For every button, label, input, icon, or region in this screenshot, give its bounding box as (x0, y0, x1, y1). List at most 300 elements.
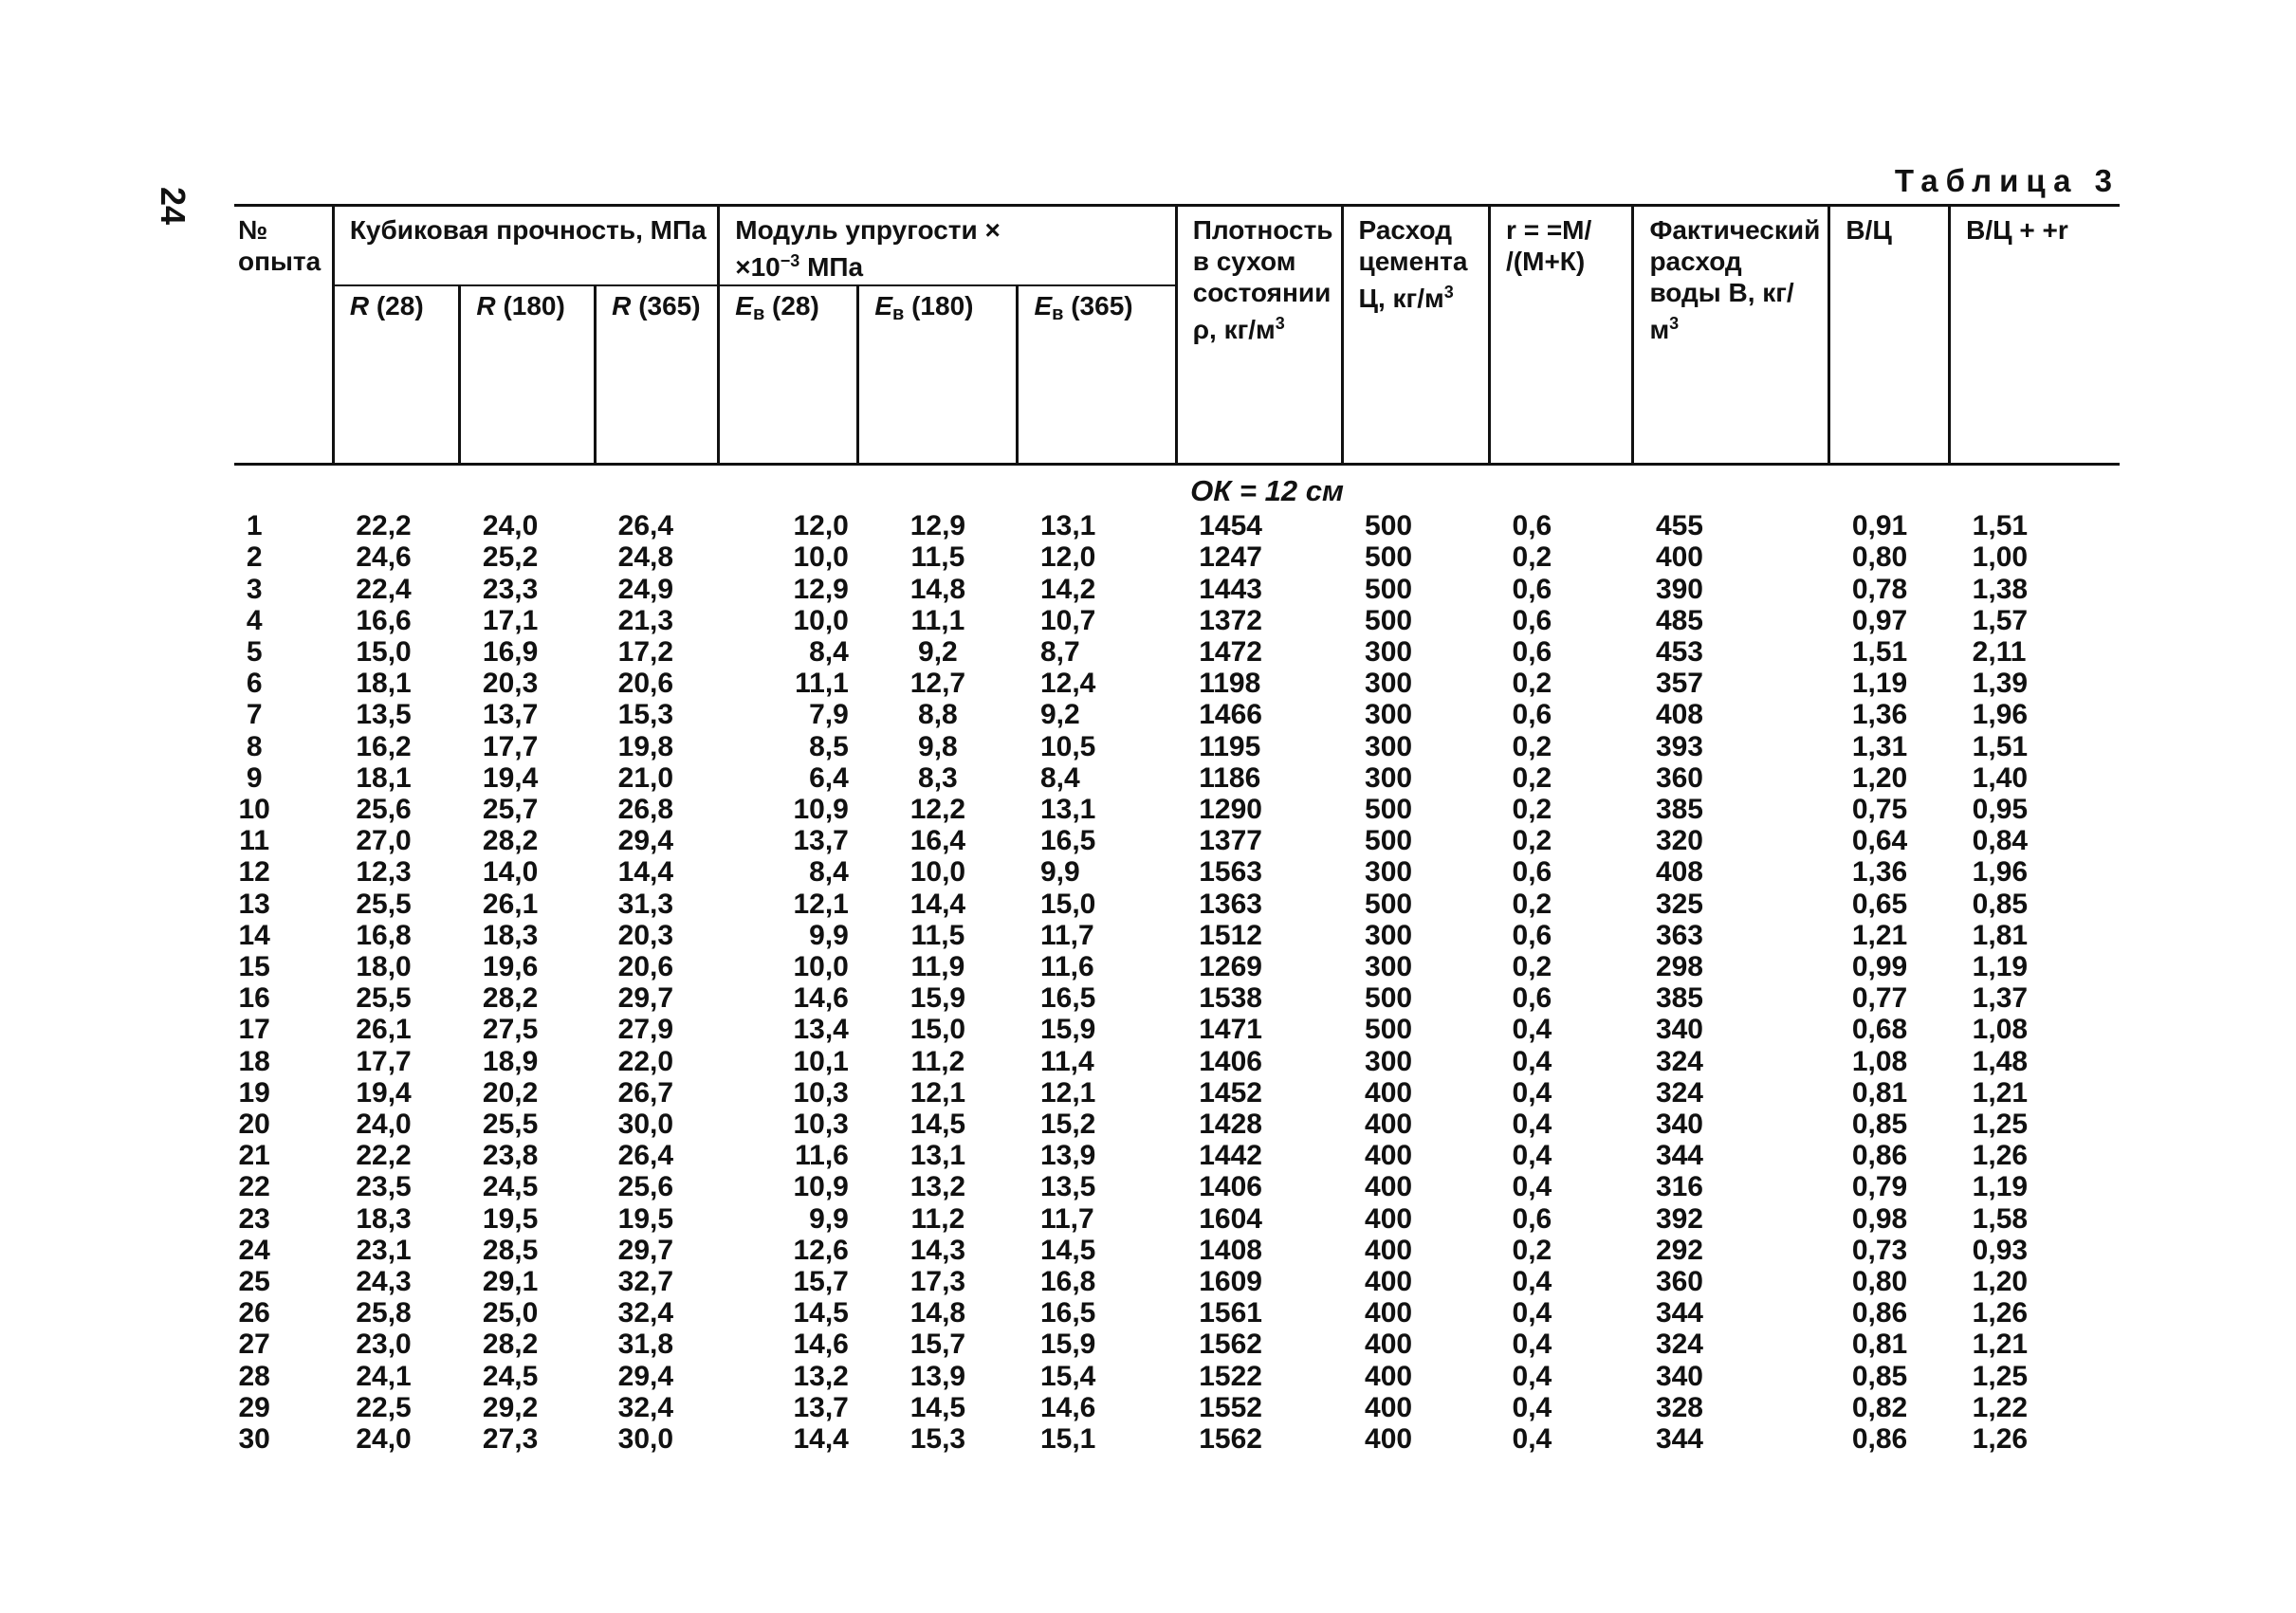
cell-density: 1198 (1199, 668, 1261, 700)
cell-r-ratio: 0,2 (1512, 668, 1552, 700)
cell-no: 13 (238, 888, 270, 920)
cell-density: 1562 (1199, 1423, 1262, 1456)
cell-r180: 25,5 (482, 1109, 539, 1141)
cell-cement: 300 (1365, 730, 1413, 762)
cell-density: 1604 (1199, 1202, 1262, 1235)
cell-r-ratio: 0,2 (1512, 951, 1552, 983)
cell-r28: 25,6 (356, 794, 412, 826)
cell-e28: 6,4 (809, 761, 849, 794)
header-e365-arg: (365) (1071, 291, 1133, 321)
cell-no: 17 (238, 1014, 270, 1046)
cell-e28: 13,7 (793, 825, 849, 857)
cell-r365: 17,2 (617, 636, 674, 669)
cell-no: 18 (238, 1045, 270, 1077)
cell-e28: 12,6 (793, 1234, 849, 1266)
cell-wc-r: 1,00 (1972, 541, 2029, 574)
cell-water: 408 (1655, 856, 1703, 889)
cell-wc-r: 1,51 (1972, 510, 2029, 542)
cell-cement: 500 (1365, 541, 1413, 574)
cell-water: 360 (1655, 761, 1703, 794)
table-row (234, 1297, 2120, 1329)
cell-e28: 8,5 (809, 730, 849, 762)
cell-wc: 0,91 (1851, 510, 1908, 542)
cell-r180: 18,9 (482, 1045, 539, 1077)
table-row (234, 510, 2120, 541)
cell-e365: 16,5 (1039, 825, 1096, 857)
cell-wc-r: 2,11 (1972, 636, 2027, 669)
cell-wc-r: 1,40 (1972, 761, 2029, 794)
cell-wc-r: 1,26 (1972, 1423, 2029, 1456)
cell-wc: 1,51 (1851, 636, 1908, 669)
cell-r180: 24,5 (482, 1171, 539, 1203)
cell-no: 20 (238, 1109, 270, 1141)
cell-no: 15 (238, 951, 270, 983)
cell-cement: 500 (1365, 825, 1413, 857)
cell-cement: 400 (1365, 1109, 1413, 1141)
cell-e365: 15,1 (1039, 1423, 1096, 1456)
cell-cement: 400 (1365, 1171, 1413, 1203)
cell-cement: 400 (1365, 1202, 1413, 1235)
header-r28 (333, 285, 460, 465)
cell-e365: 11,7 (1039, 1202, 1094, 1235)
table-row (234, 541, 2120, 573)
cell-density: 1512 (1199, 919, 1262, 951)
cell-density: 1466 (1199, 699, 1262, 731)
cell-wc: 0,64 (1851, 825, 1908, 857)
cell-cement: 300 (1365, 856, 1413, 889)
cell-no: 14 (238, 919, 270, 951)
cell-r180: 17,7 (482, 730, 539, 762)
header-e180 (858, 285, 1018, 465)
cell-density: 1454 (1199, 510, 1262, 542)
cell-wc: 0,82 (1851, 1391, 1908, 1423)
cell-e180: 8,8 (918, 699, 958, 731)
cell-e180: 15,0 (909, 1014, 966, 1046)
cell-r180: 27,5 (482, 1014, 539, 1046)
cell-wc: 0,75 (1851, 794, 1908, 826)
cell-e365: 8,7 (1039, 636, 1080, 669)
cell-r-ratio: 0,2 (1512, 794, 1552, 826)
header-e180-arg: (180) (911, 291, 974, 321)
cell-r-ratio: 0,4 (1512, 1360, 1552, 1392)
cell-wc-r: 1,38 (1972, 573, 2029, 605)
cell-density: 1452 (1199, 1076, 1262, 1109)
cell-r365: 24,9 (617, 573, 674, 605)
cell-e28: 10,9 (793, 794, 849, 826)
cell-r180: 17,1 (482, 604, 539, 636)
cell-r28: 24,3 (356, 1266, 412, 1298)
cell-r-ratio: 0,6 (1512, 573, 1552, 605)
cell-no: 23 (238, 1202, 270, 1235)
cell-e28: 10,0 (793, 951, 849, 983)
header-water-text: Фактический расход воды В, кг/м (1649, 215, 1821, 344)
cell-r28: 19,4 (356, 1076, 412, 1109)
cell-water: 392 (1655, 1202, 1703, 1235)
cell-e180: 11,5 (910, 919, 965, 951)
cell-no: 5 (246, 636, 263, 669)
cell-wc: 0,65 (1851, 888, 1908, 920)
cell-e28: 10,0 (793, 541, 849, 574)
cell-r365: 20,6 (617, 951, 674, 983)
cell-e28: 10,9 (793, 1171, 849, 1203)
cell-r365: 32,4 (617, 1297, 674, 1329)
cell-no: 26 (238, 1297, 270, 1329)
cell-e365: 13,9 (1039, 1140, 1096, 1172)
cell-e180: 11,2 (910, 1202, 965, 1235)
header-water-exp: 3 (1669, 314, 1680, 333)
cell-wc: 0,68 (1851, 1014, 1908, 1046)
cell-r-ratio: 0,4 (1512, 1076, 1552, 1109)
cell-r-ratio: 0,4 (1512, 1266, 1552, 1298)
cell-wc: 0,80 (1851, 1266, 1908, 1298)
table-row (234, 636, 2120, 668)
header-cube-strength: Кубиковая прочность, МПа (333, 206, 718, 286)
header-r365-symbol: R (612, 291, 632, 321)
cell-r28: 25,8 (356, 1297, 412, 1329)
cell-no: 4 (246, 604, 263, 636)
cell-e180: 14,8 (909, 573, 966, 605)
cell-e180: 13,9 (909, 1360, 966, 1392)
cell-r-ratio: 0,6 (1512, 636, 1552, 669)
cell-r28: 18,3 (356, 1202, 412, 1235)
table-row (234, 1235, 2120, 1266)
header-e365-symbol: E (1034, 291, 1053, 321)
cell-r180: 24,5 (482, 1360, 539, 1392)
header-cement-text: Расход цемента Ц, кг/м (1358, 215, 1468, 313)
cell-wc: 1,31 (1851, 730, 1908, 762)
cell-wc: 0,73 (1851, 1234, 1908, 1266)
table-row (234, 1329, 2120, 1360)
cell-cement: 500 (1365, 573, 1413, 605)
cell-water: 385 (1655, 794, 1703, 826)
header-wc: В/Ц (1829, 206, 1950, 465)
cell-e365: 15,9 (1039, 1014, 1096, 1046)
header-e28-sub: в (752, 303, 765, 324)
cell-no: 7 (246, 699, 263, 731)
table-row (234, 574, 2120, 605)
cell-water: 324 (1655, 1329, 1703, 1361)
header-e365-sub: в (1052, 303, 1064, 324)
table-caption: Таблица 3 (1894, 163, 2120, 198)
cell-r180: 23,3 (482, 573, 539, 605)
cell-water: 408 (1655, 699, 1703, 731)
cell-wc-r: 1,37 (1972, 982, 2029, 1015)
cell-water: 455 (1655, 510, 1703, 542)
cell-wc: 0,81 (1851, 1329, 1908, 1361)
cell-e28: 15,7 (793, 1266, 849, 1298)
cell-no: 8 (246, 730, 263, 762)
cell-density: 1186 (1199, 761, 1261, 794)
cell-water: 360 (1655, 1266, 1703, 1298)
cell-water: 485 (1655, 604, 1703, 636)
cell-e28: 12,1 (793, 888, 849, 920)
header-density (1176, 206, 1342, 465)
cell-density: 1428 (1199, 1109, 1262, 1141)
table-row (234, 982, 2120, 1014)
cell-e365: 15,2 (1039, 1109, 1096, 1141)
cell-r180: 14,0 (482, 856, 539, 889)
cell-wc-r: 0,95 (1972, 794, 2029, 826)
cell-wc: 0,98 (1851, 1202, 1908, 1235)
cell-r28: 27,0 (356, 825, 412, 857)
cell-r180: 20,2 (482, 1076, 539, 1109)
cell-e365: 13,5 (1039, 1171, 1096, 1203)
header-r28-symbol: R (349, 291, 370, 321)
header-modulus-unit: МПа (807, 252, 864, 282)
cell-density: 1552 (1199, 1391, 1262, 1423)
cell-r365: 30,0 (617, 1109, 674, 1141)
cell-e180: 14,8 (909, 1297, 966, 1329)
cell-water: 344 (1655, 1423, 1703, 1456)
cell-e180: 11,2 (910, 1045, 965, 1077)
cell-water: 292 (1655, 1234, 1703, 1266)
cell-r-ratio: 0,6 (1512, 1202, 1552, 1235)
cell-e180: 15,9 (909, 982, 966, 1015)
cell-water: 320 (1655, 825, 1703, 857)
cell-wc-r: 1,25 (1972, 1109, 2029, 1141)
cell-r365: 29,4 (617, 825, 674, 857)
cell-r-ratio: 0,6 (1512, 856, 1552, 889)
cell-density: 1563 (1199, 856, 1262, 889)
header-modulus (719, 206, 1176, 286)
cell-e28: 11,1 (795, 668, 849, 700)
cell-wc-r: 1,08 (1972, 1014, 2029, 1046)
cell-r28: 16,6 (356, 604, 412, 636)
table-row (234, 825, 2120, 856)
cell-e28: 10,3 (793, 1109, 849, 1141)
cell-r28: 22,4 (356, 573, 412, 605)
cell-cement: 400 (1365, 1234, 1413, 1266)
cell-r180: 28,5 (482, 1234, 539, 1266)
header-modulus-line1: Модуль упругости × (735, 215, 1001, 245)
cell-r28: 22,2 (356, 1140, 412, 1172)
cell-density: 1406 (1199, 1171, 1262, 1203)
table-row (234, 1046, 2120, 1077)
cell-wc-r: 1,51 (1972, 730, 2029, 762)
cell-r-ratio: 0,6 (1512, 604, 1552, 636)
cell-e180: 14,4 (909, 888, 966, 920)
cell-water: 324 (1655, 1045, 1703, 1077)
cell-r28: 23,0 (356, 1329, 412, 1361)
cell-wc-r: 1,48 (1972, 1045, 2029, 1077)
cell-e365: 11,4 (1039, 1045, 1094, 1077)
cell-wc-r: 1,22 (1972, 1391, 2029, 1423)
cell-water: 344 (1655, 1297, 1703, 1329)
cell-r365: 15,3 (617, 699, 674, 731)
cell-cement: 500 (1365, 604, 1413, 636)
cell-e180: 15,3 (909, 1423, 966, 1456)
header-density-exp: 3 (1275, 314, 1285, 333)
header-modulus-exp: −3 (780, 251, 800, 270)
table-body (234, 465, 2120, 1456)
cell-r365: 29,7 (617, 1234, 674, 1266)
cell-r365: 19,8 (617, 730, 674, 762)
cell-e365: 13,1 (1039, 510, 1096, 542)
cell-water: 340 (1655, 1360, 1703, 1392)
cell-e180: 14,5 (909, 1391, 966, 1423)
table-row (234, 1266, 2120, 1297)
cell-r365: 22,0 (617, 1045, 674, 1077)
cell-wc: 0,85 (1851, 1360, 1908, 1392)
cell-r365: 29,7 (617, 982, 674, 1015)
cell-e180: 15,7 (909, 1329, 966, 1361)
cell-no: 19 (238, 1076, 270, 1109)
table-row (234, 1392, 2120, 1423)
header-e28-arg: (28) (772, 291, 819, 321)
cell-e28: 8,4 (809, 636, 849, 669)
header-r365 (596, 285, 719, 465)
cell-e180: 13,2 (909, 1171, 966, 1203)
cell-e28: 13,7 (793, 1391, 849, 1423)
cell-e365: 16,5 (1039, 1297, 1096, 1329)
cell-r28: 25,5 (356, 888, 412, 920)
cell-wc-r: 1,25 (1972, 1360, 2029, 1392)
cell-e365: 16,8 (1039, 1266, 1096, 1298)
cell-r180: 18,3 (482, 919, 539, 951)
cell-no: 28 (238, 1360, 270, 1392)
cell-r180: 25,0 (482, 1297, 539, 1329)
cell-r28: 13,5 (356, 699, 412, 731)
cell-e180: 16,4 (909, 825, 966, 857)
cell-density: 1471 (1199, 1014, 1262, 1046)
cell-e180: 14,5 (909, 1109, 966, 1141)
cell-wc: 0,86 (1851, 1140, 1908, 1172)
cell-r-ratio: 0,4 (1512, 1297, 1552, 1329)
cell-density: 1538 (1199, 982, 1262, 1015)
cell-density: 1561 (1199, 1297, 1262, 1329)
cell-density: 1562 (1199, 1329, 1262, 1361)
cell-no: 24 (238, 1234, 270, 1266)
cell-wc: 0,78 (1851, 573, 1908, 605)
cell-r28: 15,0 (356, 636, 412, 669)
cell-density: 1408 (1199, 1234, 1262, 1266)
cell-water: 357 (1655, 668, 1703, 700)
header-cement-exp: 3 (1443, 283, 1454, 302)
cell-e365: 14,6 (1039, 1391, 1096, 1423)
cell-water: 400 (1655, 541, 1703, 574)
cell-wc-r: 1,96 (1972, 856, 2029, 889)
cell-wc-r: 1,81 (1972, 919, 2029, 951)
cell-cement: 400 (1365, 1391, 1413, 1423)
cell-cement: 400 (1365, 1297, 1413, 1329)
cell-cement: 400 (1365, 1140, 1413, 1172)
cell-e180: 11,9 (910, 951, 965, 983)
cell-r365: 21,3 (617, 604, 674, 636)
table-row (234, 1171, 2120, 1202)
cell-density: 1406 (1199, 1045, 1262, 1077)
cell-e180: 11,5 (910, 541, 965, 574)
cell-e28: 14,6 (793, 982, 849, 1015)
data-table (234, 204, 2120, 1455)
cell-wc-r: 1,39 (1972, 668, 2029, 700)
cell-r180: 29,2 (482, 1391, 539, 1423)
cell-wc-r: 1,21 (1972, 1076, 2029, 1109)
cell-density: 1269 (1199, 951, 1262, 983)
table-row (234, 605, 2120, 636)
cell-cement: 500 (1365, 982, 1413, 1015)
cell-r-ratio: 0,2 (1512, 825, 1552, 857)
cell-cement: 500 (1365, 888, 1413, 920)
page-number: 24 (154, 186, 193, 226)
cell-density: 1443 (1199, 573, 1262, 605)
header-water (1633, 206, 1829, 465)
cell-r180: 19,4 (482, 761, 539, 794)
cell-e28: 14,4 (793, 1423, 849, 1456)
cell-r-ratio: 0,6 (1512, 919, 1552, 951)
cell-no: 16 (238, 982, 270, 1015)
cell-e180: 13,1 (909, 1140, 966, 1172)
cell-r180: 25,7 (482, 794, 539, 826)
table-row (234, 889, 2120, 920)
cell-r-ratio: 0,4 (1512, 1109, 1552, 1141)
cell-wc-r: 0,85 (1972, 888, 2029, 920)
cell-e28: 14,5 (793, 1297, 849, 1329)
cell-water: 324 (1655, 1076, 1703, 1109)
cell-r365: 31,3 (617, 888, 674, 920)
cell-cement: 300 (1365, 951, 1413, 983)
cell-e180: 12,9 (909, 510, 966, 542)
cell-e365: 9,2 (1039, 699, 1080, 731)
cell-density: 1247 (1199, 541, 1262, 574)
cell-r365: 26,7 (617, 1076, 674, 1109)
table-row (234, 1077, 2120, 1109)
cell-cement: 300 (1365, 636, 1413, 669)
cell-r28: 24,0 (356, 1423, 412, 1456)
cell-r365: 32,4 (617, 1391, 674, 1423)
table-row (234, 1423, 2120, 1455)
cell-wc: 1,36 (1851, 699, 1908, 731)
cell-r28: 22,2 (356, 510, 412, 542)
cell-r365: 31,8 (617, 1329, 674, 1361)
header-cement (1342, 206, 1490, 465)
cell-cement: 500 (1365, 1014, 1413, 1046)
cell-e28: 12,9 (793, 573, 849, 605)
cell-wc-r: 1,96 (1972, 699, 2029, 731)
cell-no: 11 (239, 825, 270, 857)
cell-r-ratio: 0,4 (1512, 1171, 1552, 1203)
cell-r28: 26,1 (356, 1014, 412, 1046)
cell-e365: 10,7 (1039, 604, 1096, 636)
table-row (234, 1361, 2120, 1392)
cell-r180: 13,7 (482, 699, 539, 731)
cell-e28: 14,6 (793, 1329, 849, 1361)
cell-water: 393 (1655, 730, 1703, 762)
table-row (234, 762, 2120, 794)
cell-r180: 16,9 (482, 636, 539, 669)
cell-r365: 26,4 (617, 1140, 674, 1172)
cell-cement: 400 (1365, 1266, 1413, 1298)
cell-wc: 0,99 (1851, 951, 1908, 983)
header-e28-symbol: E (735, 291, 753, 321)
cell-e28: 10,0 (793, 604, 849, 636)
cell-r365: 30,0 (617, 1423, 674, 1456)
cell-r-ratio: 0,4 (1512, 1423, 1552, 1456)
cell-r180: 27,3 (482, 1423, 539, 1456)
header-e180-symbol: E (874, 291, 893, 321)
table-row (234, 1140, 2120, 1171)
cell-r-ratio: 0,4 (1512, 1014, 1552, 1046)
cell-cement: 500 (1365, 510, 1413, 542)
cell-e28: 13,2 (793, 1360, 849, 1392)
cell-density: 1290 (1199, 794, 1262, 826)
cell-r365: 24,8 (617, 541, 674, 574)
cell-wc-r: 1,19 (1972, 951, 2029, 983)
cell-wc-r: 1,19 (1972, 1171, 2029, 1203)
cell-density: 1195 (1199, 730, 1261, 762)
cell-r-ratio: 0,4 (1512, 1391, 1552, 1423)
cell-no: 3 (246, 573, 263, 605)
cell-e28: 11,6 (795, 1140, 849, 1172)
